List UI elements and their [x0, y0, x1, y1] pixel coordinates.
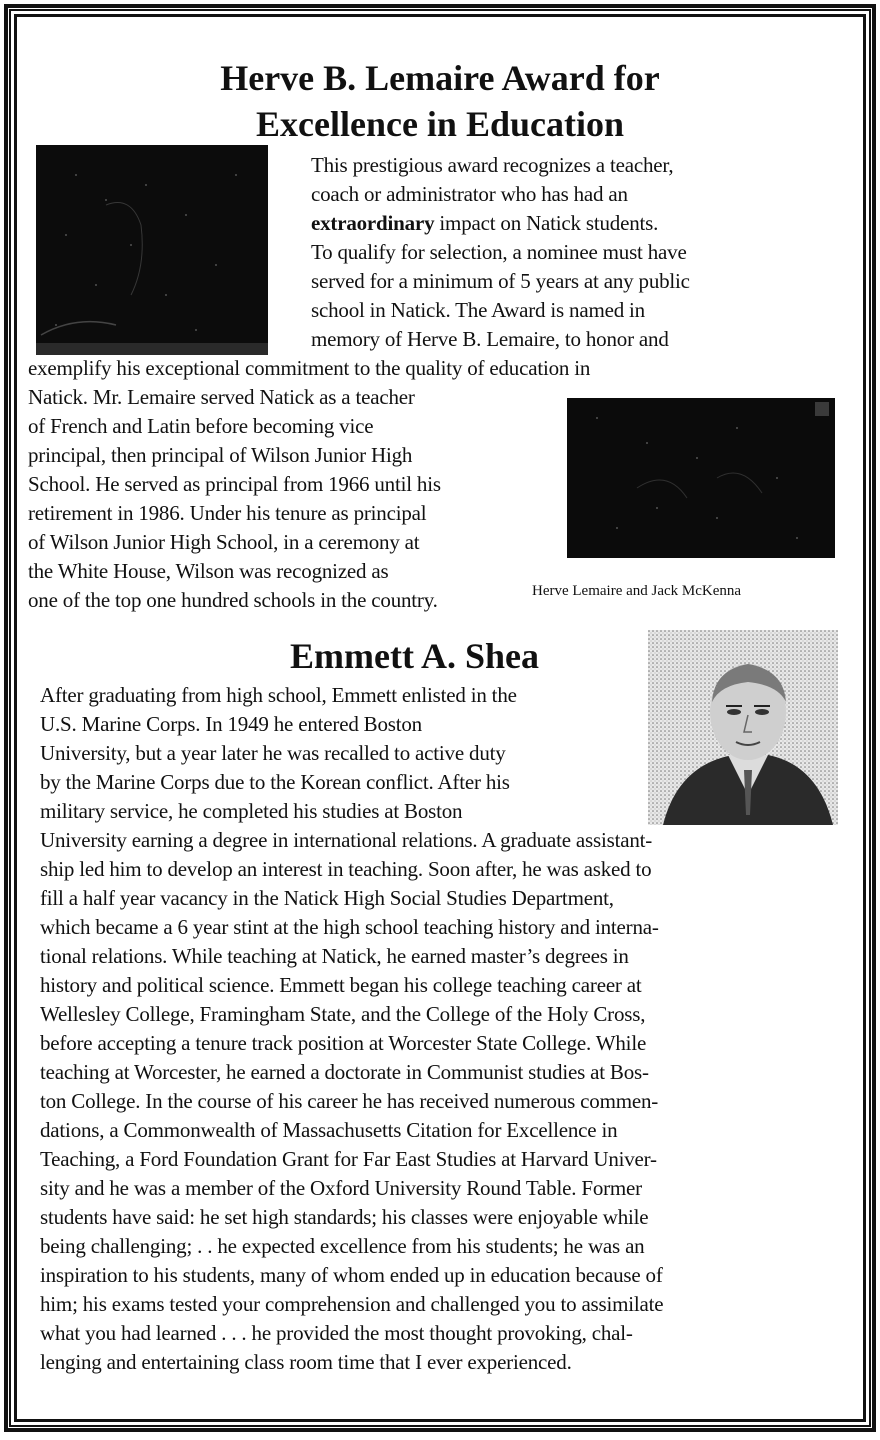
shea-text-line: Wellesley College, Framingham State, and the College of the Holy Cross,	[40, 1002, 646, 1026]
lemaire-text-line: This prestigious award recognizes a teacher,	[311, 153, 674, 177]
emphasis-extraordinary: extraordinary	[311, 211, 435, 235]
shea-text-line: After graduating from high school, Emmett enlisted in the	[40, 683, 517, 707]
shea-portrait-photo	[648, 630, 838, 825]
shea-text-line: inspiration to his students, many of whom ended up in education because of	[40, 1263, 663, 1287]
shea-text-line: University, but a year later he was recalled to active duty	[40, 741, 506, 765]
lemaire-text-line: of Wilson Junior High School, in a ceremony at	[28, 530, 420, 554]
shea-text-line: history and political science. Emmett began his college teaching career at	[40, 973, 642, 997]
lemaire-text-line: retirement in 1986. Under his tenure as principal	[28, 501, 427, 525]
lemaire-text-line: the White House, Wilson was recognized as	[28, 559, 389, 583]
shea-text-line: dations, a Commonwealth of Massachusetts Citation for Excellence in	[40, 1118, 618, 1142]
lemaire-text-line: To qualify for selection, a nominee must have	[311, 240, 687, 264]
lemaire-title-line-2: Excellence in Education	[256, 104, 624, 144]
lemaire-text-line	[311, 209, 658, 238]
lemaire-title-line-1: Herve B. Lemaire Award for	[220, 58, 660, 98]
lemaire-text-line: of French and Latin before becoming vice	[28, 414, 374, 438]
shea-text-line: teaching at Worcester, he earned a doctorate in Communist studies at Bos-	[40, 1060, 649, 1084]
lemaire-mckenna-photo	[567, 398, 835, 558]
lemaire-portrait-photo	[36, 145, 268, 355]
photo-caption: Herve Lemaire and Jack McKenna	[532, 583, 742, 599]
lemaire-text-line-rest: impact on Natick students.	[434, 211, 659, 235]
lemaire-text-line: coach or administrator who has had an	[311, 182, 628, 206]
shea-text-line: what you had learned . . . he provided the most thought provoking, chal-	[40, 1321, 633, 1345]
shea-text-line: being challenging; . . he expected excellence from his students; he was an	[40, 1234, 645, 1258]
shea-text-line: fill a half year vacancy in the Natick High Social Studies Department,	[40, 886, 614, 910]
lemaire-text-line: memory of Herve B. Lemaire, to honor and	[311, 327, 669, 351]
shea-text-line: Teaching, a Ford Foundation Grant for Far East Studies at Harvard Univer-	[40, 1147, 657, 1171]
shea-text-line: tional relations. While teaching at Natick, he earned master’s degrees in	[40, 944, 629, 968]
lemaire-text-line: School. He served as principal from 1966 until his	[28, 472, 441, 496]
shea-text-line: students have said: he set high standards; his classes were enjoyable while	[40, 1205, 649, 1229]
lemaire-text-line: served for a minimum of 5 years at any public	[311, 269, 690, 293]
shea-text-line: lenging and entertaining class room time that I ever experienced.	[40, 1350, 572, 1374]
lemaire-text-line: exemplify his exceptional commitment to the quality of education in	[28, 356, 591, 380]
shea-text-line: ton College. In the course of his career he has received numerous commen-	[40, 1089, 659, 1113]
shea-text-line: military service, he completed his studies at Boston	[40, 799, 463, 823]
lemaire-text-line: Natick. Mr. Lemaire served Natick as a teacher	[28, 385, 415, 409]
shea-title: Emmett A. Shea	[290, 636, 539, 676]
lemaire-text-line: principal, then principal of Wilson Junior High	[28, 443, 413, 467]
shea-text-line: which became a 6 year stint at the high school teaching history and interna-	[40, 915, 659, 939]
lemaire-text-line: one of the top one hundred schools in the country.	[28, 588, 438, 612]
shea-text-line: ship led him to develop an interest in teaching. Soon after, he was asked to	[40, 857, 652, 881]
shea-text-line: U.S. Marine Corps. In 1949 he entered Boston	[40, 712, 422, 736]
shea-text-line: before accepting a tenure track position at Worcester State College. While	[40, 1031, 647, 1055]
shea-text-line: sity and he was a member of the Oxford University Round Table. Former	[40, 1176, 642, 1200]
lemaire-text-line: school in Natick. The Award is named in	[311, 298, 645, 322]
shea-text-line: University earning a degree in international relations. A graduate assistant-	[40, 828, 653, 852]
shea-text-line: by the Marine Corps due to the Korean conflict. After his	[40, 770, 510, 794]
shea-text-line: him; his exams tested your comprehension and challenged you to assimilate	[40, 1292, 664, 1316]
